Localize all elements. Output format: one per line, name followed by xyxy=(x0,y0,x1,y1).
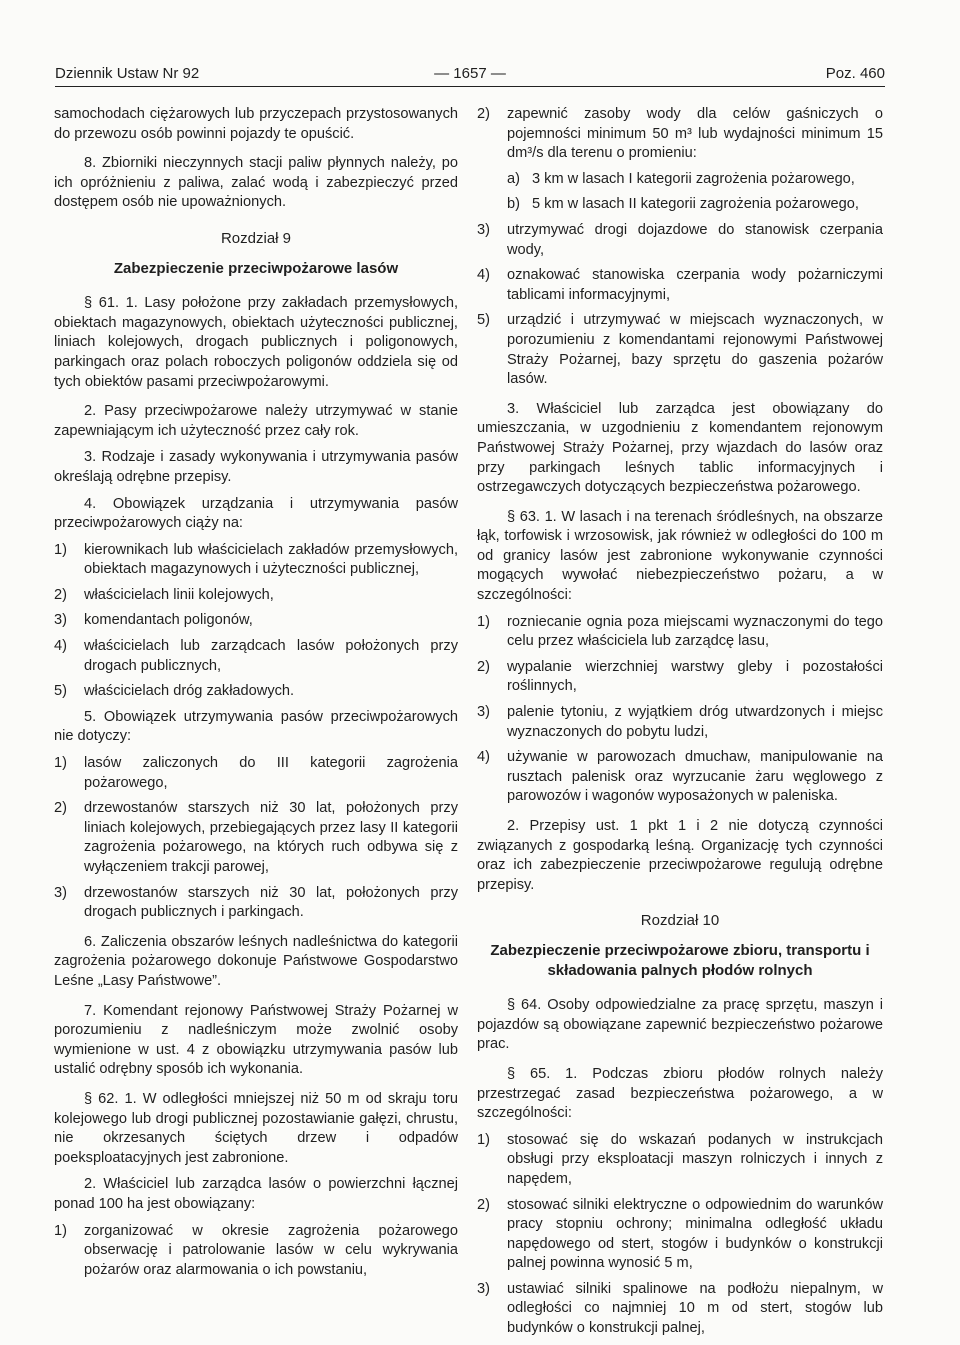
list-item: 3) drzewostanów starszych niż 30 lat, położonych przy drogach publicznych i parkingach. xyxy=(54,884,458,921)
list-item: 1) zorganizować w okresie zagrożenia pożarowego obserwację i patrolowanie lasów w celu wykrywania pożarów oraz alarmowania o ich powstaniu, xyxy=(54,1222,458,1278)
list-item: 3) utrzymywać drogi dojazdowe do stanowisk czerpania wody, xyxy=(477,221,883,258)
left-column xyxy=(54,105,458,1286)
section-62-1: § 62. 1. W odległości mniejszej niż 50 m od skraju toru kolejowego lub drogi publicznej pozostawianie gałęzi, chrustu, nie okrzesanych ściętych drzew i odpadów poeksploatacyjnych jest zabronione. xyxy=(54,1090,458,1166)
sub-list-item: a) 3 km w lasach I kategorii zagrożenia pożarowego, xyxy=(507,170,855,187)
section-64: § 64. Osoby odpowiedzialne za pracę sprzętu, maszyn i pojazdów są obowiązane zapewnić bezpieczeństwo pożarowe prac. xyxy=(477,997,883,1053)
list-item: 3) palenie tytoniu, z wyjątkiem dróg utwardzonych i miejsc wyznaczonych do pobytu ludzi, xyxy=(477,704,883,740)
list-item: 5) urządzić i utrzymywać w miejscach wyznaczonych, w porozumieniu z komendantami rejonowymi Państwowej Straży Pożarnej, bazy sprzętu do gaszenia pożarów lasów. xyxy=(477,312,883,388)
list-item: 2) stosować silniki elektryczne o odpowiednim do warunków pracy stopniu ochrony; minimalna odległość układu napędowego od stert, stogów i budynków o konstrukcji palnej powinna wynosić 5 m, xyxy=(477,1196,883,1272)
list-62-2-continued xyxy=(477,105,883,390)
list-63-1 xyxy=(477,613,883,807)
chapter-title: Zabezpieczenie przeciwpożarowe lasów xyxy=(113,259,399,277)
section-63-2: 2. Przepisy ust. 1 pkt 1 i 2 nie dotyczą czynności związanych z gospodarką leśną. Organizację tych czynności oraz ich zabezpieczenie przeciwpożarowe regulują odrębne przepisy. xyxy=(477,818,883,893)
section-61-5: 5. Obowiązek utrzymywania pasów przeciwpożarowych nie dotyczy: xyxy=(54,708,458,745)
list-item: 3) ustawiać silniki spalinowe na podłożu niepalnym, w odległości co najmniej 10 m od stert, stogów lub budynków o konstrukcji palnej, xyxy=(477,1280,883,1337)
list-62-2 xyxy=(54,1222,458,1281)
page-header xyxy=(55,64,885,84)
paragraph-8: 8. Zbiorniki nieczynnych stacji paliw płynnych należy, po ich opróżnieniu z paliwa, zalać wodą i zabezpieczyć przed dostępem osób nie upoważnionych. xyxy=(54,155,458,211)
chapter-heading: Rozdział 10 xyxy=(640,912,720,930)
section-61-2: 2. Pasy przeciwpożarowe należy utrzymywać w stanie zapewniającym ich użyteczność przez cały rok. xyxy=(54,403,458,439)
list-61-4 xyxy=(54,541,458,702)
list-item: 1) lasów zaliczonych do III kategorii zagrożenia pożarowego, xyxy=(54,755,458,791)
chapter-title: Zabezpieczenie przeciwpożarowe zbioru, transportu i składowania palnych płodów rolnych xyxy=(490,941,870,979)
position-number: Poz. 460 xyxy=(825,65,885,82)
sub-list-item: b) 5 km w lasach II kategorii zagrożenia pożarowego, xyxy=(507,196,859,213)
right-column xyxy=(477,105,883,1345)
section-62-3: 3. Właściciel lub zarządca jest obowiązany do umieszczania, w uzgodnieniu z komendantem rejonowym Państwowej Straży Pożarnej, przy wjazdach do lasów oraz przy parkingach leśnych tablic informacyjnych i ostrzegawczych dotyczących bezpieczeństwa pożarowego. xyxy=(477,400,883,496)
list-item: 3) komendantach poligonów, xyxy=(54,612,253,629)
chapter-heading: Rozdział 9 xyxy=(220,229,292,247)
list-61-5 xyxy=(54,754,458,923)
section-63-1: § 63. 1. W lasach i na terenach śródleśnych, na obszarze łąk, torfowisk i wrzosowisk, jak również w odległości do 100 m od granicy lasów jest zabronione wykonywanie czynności mogących wywołać niebezpieczeństwo pożaru, a w szczególności: xyxy=(477,508,883,604)
list-item: 4) właścicielach lub zarządcach lasów położonych przy drogach publicznych, xyxy=(54,638,458,674)
page-number: — 1657 — xyxy=(434,65,506,82)
section-61-6: 6. Zaliczenia obszarów leśnych nadleśnictwa do kategorii zagrożenia pożarowego dokonuje Państwowe Gospodarstwo Leśne „Lasy Państwowe”. xyxy=(54,933,458,989)
list-item: 2) zapewnić zasoby wody dla celów gaśniczych o pojemności minimum 50 m³ lub wydajności minimum 15 dm³/s dla terenu o promieniu: xyxy=(477,106,883,162)
section-62-2: 2. Właściciel lub zarządca lasów o powierzchni łącznej ponad 100 ha jest obowiązany: xyxy=(54,1176,458,1212)
list-65-1 xyxy=(477,1131,883,1339)
list-item: 2) wypalanie wierzchniej warstwy gleby i pozostałości roślinnych, xyxy=(477,658,883,695)
list-item: 4) używanie w parowozach dmuchaw, manipulowanie na rusztach palenisk oraz wyrzucanie żaru węglowego z parowozów i wagonów wyposażonych w paleniska. xyxy=(477,749,883,805)
journal-title: Dziennik Ustaw Nr 92 xyxy=(55,65,200,82)
paragraph: samochodach ciężarowych lub przyczepach przystosowanych do przewozu osób powinni pojazdy te opuścić. xyxy=(54,106,458,142)
list-item: 1) stosować się do wskazań podanych w instrukcjach obsługi przy eksploatacji maszyn rolniczych i innych z napędem, xyxy=(477,1131,883,1187)
list-item: 1) rozniecanie ognia poza miejscami wyznaczonymi do tego celu przez właściciela lub zarządcę lasu, xyxy=(477,613,883,650)
list-item: 5) właścicielach dróg zakładowych. xyxy=(54,683,295,700)
list-item: 2) właścicielach linii kolejowych, xyxy=(54,586,274,603)
section-65-1: § 65. 1. Podczas zbioru płodów rolnych należy przestrzegać zasad bezpieczeństwa pożarowego, a w szczególności: xyxy=(477,1065,883,1122)
list-item: 4) oznakować stanowiska czerpania wody pożarniczymi tablicami informacyjnymi, xyxy=(477,267,883,303)
header-rule xyxy=(55,86,885,87)
section-61-3: 3. Rodzaje i zasady wykonywania i utrzymywania pasów określają odrębne przepisy. xyxy=(54,449,458,485)
list-item: 2) drzewostanów starszych niż 30 lat, położonych przy liniach kolejowych, przebiegających przez lasy II kategorii zagrożenia pożarowego, na których ruch odbywa się z wyłączeniem trakcji parowej, xyxy=(54,800,458,875)
section-61-4: 4. Obowiązek urządzania i utrzymywania pasów przeciwpożarowych ciąży na: xyxy=(54,495,458,532)
section-61-7: 7. Komendant rejonowy Państwowej Straży Pożarnej w porozumieniu z nadleśniczym może zwolnić osoby wymienione w ust. 4 z obowiązku utrzymywania pasów lub ustalić odrębny sposób ich wykonania. xyxy=(54,1002,458,1078)
section-61-1: § 61. 1. Lasy położone przy zakładach przemysłowych, obiektach magazynowych, obiektach użyteczności publicznej, liniach kolejowych, drogach publicznych i poligonowych, parkingach oraz polach roboczych poligonów oddziela się od tych obiektów pasami przeciwpożarowymi. xyxy=(54,295,458,390)
list-item: 1) kierownikach lub właścicielach zakładów przemysłowych, obiektach magazynowych i użyteczności publicznej, xyxy=(54,541,458,578)
